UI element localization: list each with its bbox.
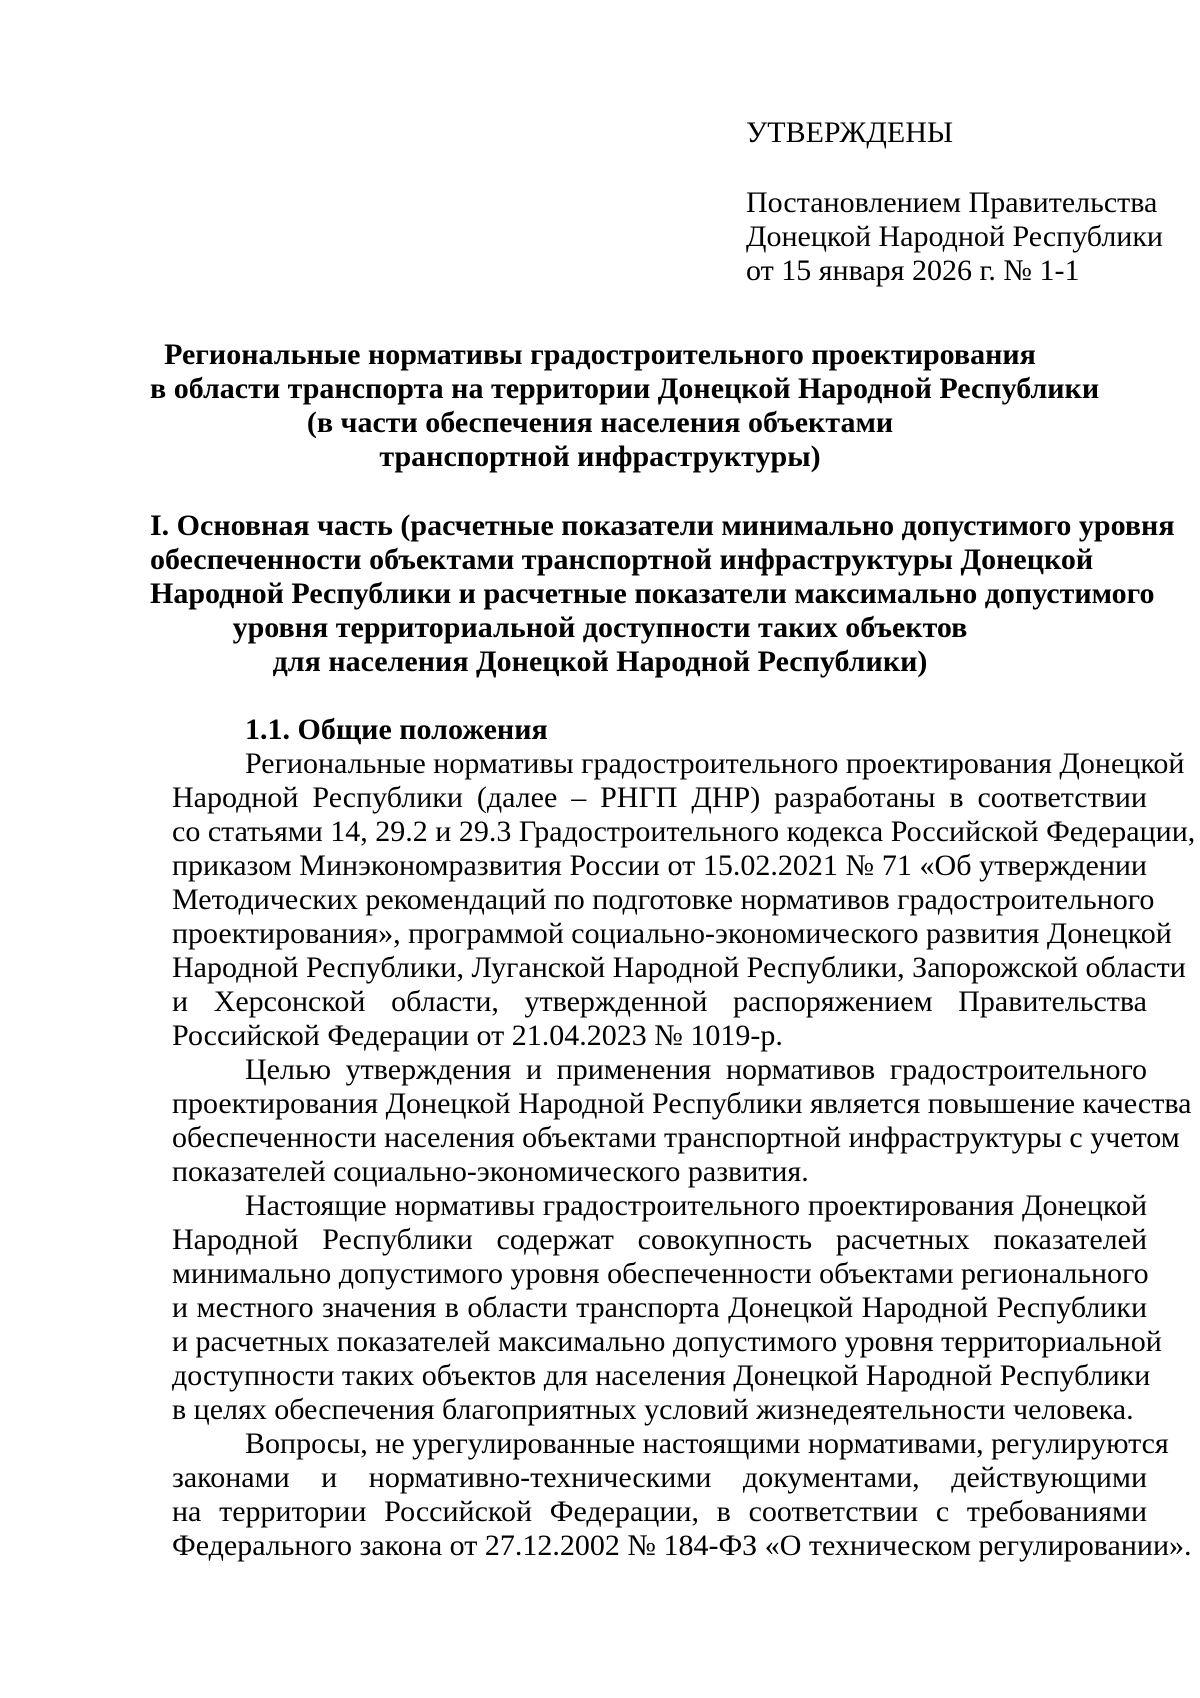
paragraph-line: Целью утверждения и применения нормативов градостроительного [245,1053,1147,1086]
section-title-line: Народной Республики и расчетные показатели максимально допустимого [150,577,1155,610]
approval-block [746,116,1166,288]
paragraph [172,1053,1192,1189]
paragraph-line: и местного значения в области транспорта Донецкой Народной Республики [172,1291,1147,1324]
paragraph-line: доступности таких объектов для населения Донецкой Народной Республики [172,1359,1151,1392]
paragraph [172,1427,1192,1563]
paragraph [172,1189,1162,1427]
paragraph-line: на территории Российской Федерации, в соответствии с требованиями [172,1495,1147,1528]
approval-line: от 15 января 2026 г. № 1-1 [746,254,1080,287]
paragraph-line: Методических рекомендаций по подготовке нормативов градостроительного [172,883,1155,916]
paragraph-line: минимально допустимого уровня обеспеченности объектами регионального [172,1257,1149,1290]
paragraph-line: Народной Республики, Луганской Народной Республики, Запорожской области [172,951,1186,984]
approval-heading: УТВЕРЖДЕНЫ [746,116,954,149]
paragraph-line: и расчетных показателей максимально допустимого уровня территориальной [172,1325,1162,1358]
paragraph [172,747,1196,1053]
title-line: Региональные нормативы градостроительного проектирования [164,338,1036,371]
document-title [150,338,1100,474]
paragraph-line: показателей социально-экономического развития. [172,1155,809,1188]
subsection-heading: 1.1. Общие положения [245,713,548,746]
document-body [172,713,1196,1563]
approval-line: Донецкой Народной Республики [746,220,1163,253]
paragraph-line: Народной Республики содержат совокупность расчетных показателей [172,1223,1147,1256]
section-title-line: обеспеченности объектами транспортной инфраструктуры Донецкой [150,543,1094,576]
paragraph-line: со статьями 14, 29.2 и 29.3 Градостроительного кодекса Российской Федерации, [172,815,1196,848]
section-title-line: I. Основная часть (расчетные показатели минимально допустимого уровня [150,509,1175,542]
paragraph-line: Российской Федерации от 21.04.2023 № 1019-р. [172,1019,783,1052]
paragraph-line: Народной Республики (далее – РНГП ДНР) разработаны в соответствии [172,781,1147,814]
section-title-line: уровня территориальной доступности таких объектов [232,611,968,644]
paragraph-line: проектирования», программой социально-экономического развития Донецкой [172,917,1172,950]
approval-line: Постановлением Правительства [746,186,1158,219]
paragraph-line: и Херсонской области, утвержденной распоряжением Правительства [172,985,1147,1018]
title-line: (в части обеспечения населения объектами [306,406,894,439]
paragraph-line: приказом Минэкономразвития России от 15.02.2021 № 71 «Об утверждении [172,849,1147,882]
paragraph-line: в целях обеспечения благоприятных условий жизнедеятельности человека. [172,1393,1134,1426]
title-line: в области транспорта на территории Донецкой Народной Республики [150,372,1100,405]
paragraph-line: Настоящие нормативы градостроительного проектирования Донецкой [245,1189,1147,1222]
paragraph-line: законами и нормативно-техническими документами, действующими [172,1461,1147,1494]
paragraph-line: обеспеченности населения объектами транспортной инфраструктуры с учетом [172,1121,1180,1154]
paragraph-line: проектирования Донецкой Народной Республики является повышение качества [172,1087,1192,1120]
paragraph-line: Федерального закона от 27.12.2002 № 184-ФЗ «О техническом регулировании». [172,1529,1192,1562]
paragraph-line: Вопросы, не урегулированные настоящими нормативами, регулируются [245,1427,1169,1460]
section-title-line: для населения Донецкой Народной Республики) [272,645,928,678]
paragraph-line: Региональные нормативы градостроительного проектирования Донецкой [245,747,1185,780]
section-title [150,509,1175,679]
title-line: транспортной инфраструктуры) [379,440,821,473]
